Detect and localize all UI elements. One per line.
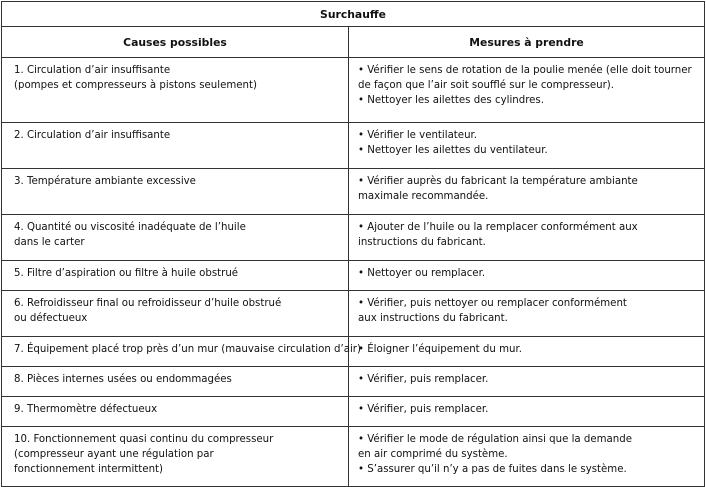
table-row [2, 291, 705, 337]
table-row [2, 215, 705, 261]
cause-line: 5. Filtre d’aspiration ou filtre à huile obstrué [14, 268, 239, 279]
cause-line: 7. Équipement placé trop près d’un mur (mauvaise circulation d’air) [14, 344, 361, 355]
troubleshooting-table-container [1, 1, 704, 487]
mesure-line: • Vérifier auprès du fabricant la température ambiante [358, 176, 638, 187]
title-row [2, 2, 705, 27]
mesure-line: • Vérifier, puis nettoyer ou remplacer conformément [358, 298, 627, 309]
cause-line: 1. Circulation d’air insuffisante [14, 65, 171, 76]
mesures-cell [349, 397, 705, 427]
mesure-line: • S’assurer qu’il n’y a pas de fuites dans le système. [358, 464, 627, 475]
mesure-line: • Vérifier, puis remplacer. [358, 404, 489, 415]
mesure-line: de façon que l’air soit soufflé sur le compresseur). [358, 80, 615, 91]
mesure-line: • Ajouter de l’huile ou la remplacer conformément aux [358, 222, 638, 233]
mesures-cell [349, 123, 705, 169]
cause-line: 2. Circulation d’air insuffisante [14, 130, 171, 141]
mesures-cell [349, 291, 705, 337]
header-row [2, 27, 705, 58]
table-title: Surchauffe [2, 2, 705, 27]
cause-cell [2, 58, 349, 123]
mesures-cell [349, 367, 705, 397]
table-row [2, 397, 705, 427]
mesures-cell [349, 58, 705, 123]
cause-cell [2, 367, 349, 397]
cause-cell [2, 291, 349, 337]
mesure-line: • Vérifier le sens de rotation de la poulie menée (elle doit tourner [358, 65, 692, 76]
table-body [2, 58, 705, 487]
table-row [2, 427, 705, 487]
mesures-cell [349, 169, 705, 215]
cause-cell [2, 337, 361, 367]
mesure-line: maximale recommandée. [358, 191, 489, 202]
cause-line: (pompes et compresseurs à pistons seulement) [14, 80, 257, 91]
cause-line: 6. Refroidisseur final ou refroidisseur d’huile obstrué [14, 298, 282, 309]
mesure-line: • Nettoyer les ailettes du ventilateur. [358, 145, 548, 156]
mesure-line: aux instructions du fabricant. [358, 313, 508, 324]
cause-cell [2, 261, 349, 291]
cause-cell [2, 427, 349, 487]
cause-line: dans le carter [14, 237, 85, 248]
cause-line: fonctionnement intermittent) [14, 464, 163, 475]
mesures-cell [349, 261, 705, 291]
table-row [2, 261, 705, 291]
cause-line: 9. Thermomètre défectueux [14, 404, 158, 415]
cause-line: 8. Pièces internes usées ou endommagées [14, 374, 232, 385]
table-row [2, 123, 705, 169]
mesure-line: • Vérifier le ventilateur. [358, 130, 478, 141]
cause-cell [2, 215, 349, 261]
mesure-line: • Nettoyer les ailettes des cylindres. [358, 95, 544, 106]
cause-line: (compresseur ayant une régulation par [14, 449, 214, 460]
table-row [2, 337, 705, 367]
table-row [2, 367, 705, 397]
cause-cell [2, 397, 349, 427]
cause-line: 3. Température ambiante excessive [14, 176, 196, 187]
mesure-line: • Nettoyer ou remplacer. [358, 268, 486, 279]
mesure-line: en air comprimé du système. [358, 449, 508, 460]
mesures-cell [349, 427, 705, 487]
table-row [2, 58, 705, 123]
cause-line: 4. Quantité ou viscosité inadéquate de l’huile [14, 222, 246, 233]
header-mesures: Mesures à prendre [349, 27, 705, 58]
cause-line: ou défectueux [14, 313, 88, 324]
header-causes: Causes possibles [2, 27, 349, 58]
mesures-cell [349, 337, 705, 367]
mesure-line: • Vérifier, puis remplacer. [358, 374, 489, 385]
mesure-line: • Éloigner l’équipement du mur. [358, 344, 522, 355]
mesure-line: • Vérifier le mode de régulation ainsi que la demande [358, 434, 632, 445]
table-row [2, 169, 705, 215]
mesure-line: instructions du fabricant. [358, 237, 486, 248]
mesures-cell [349, 215, 705, 261]
cause-cell [2, 169, 349, 215]
cause-cell [2, 123, 349, 169]
cause-line: 10. Fonctionnement quasi continu du compresseur [14, 434, 274, 445]
troubleshooting-table [1, 1, 705, 487]
